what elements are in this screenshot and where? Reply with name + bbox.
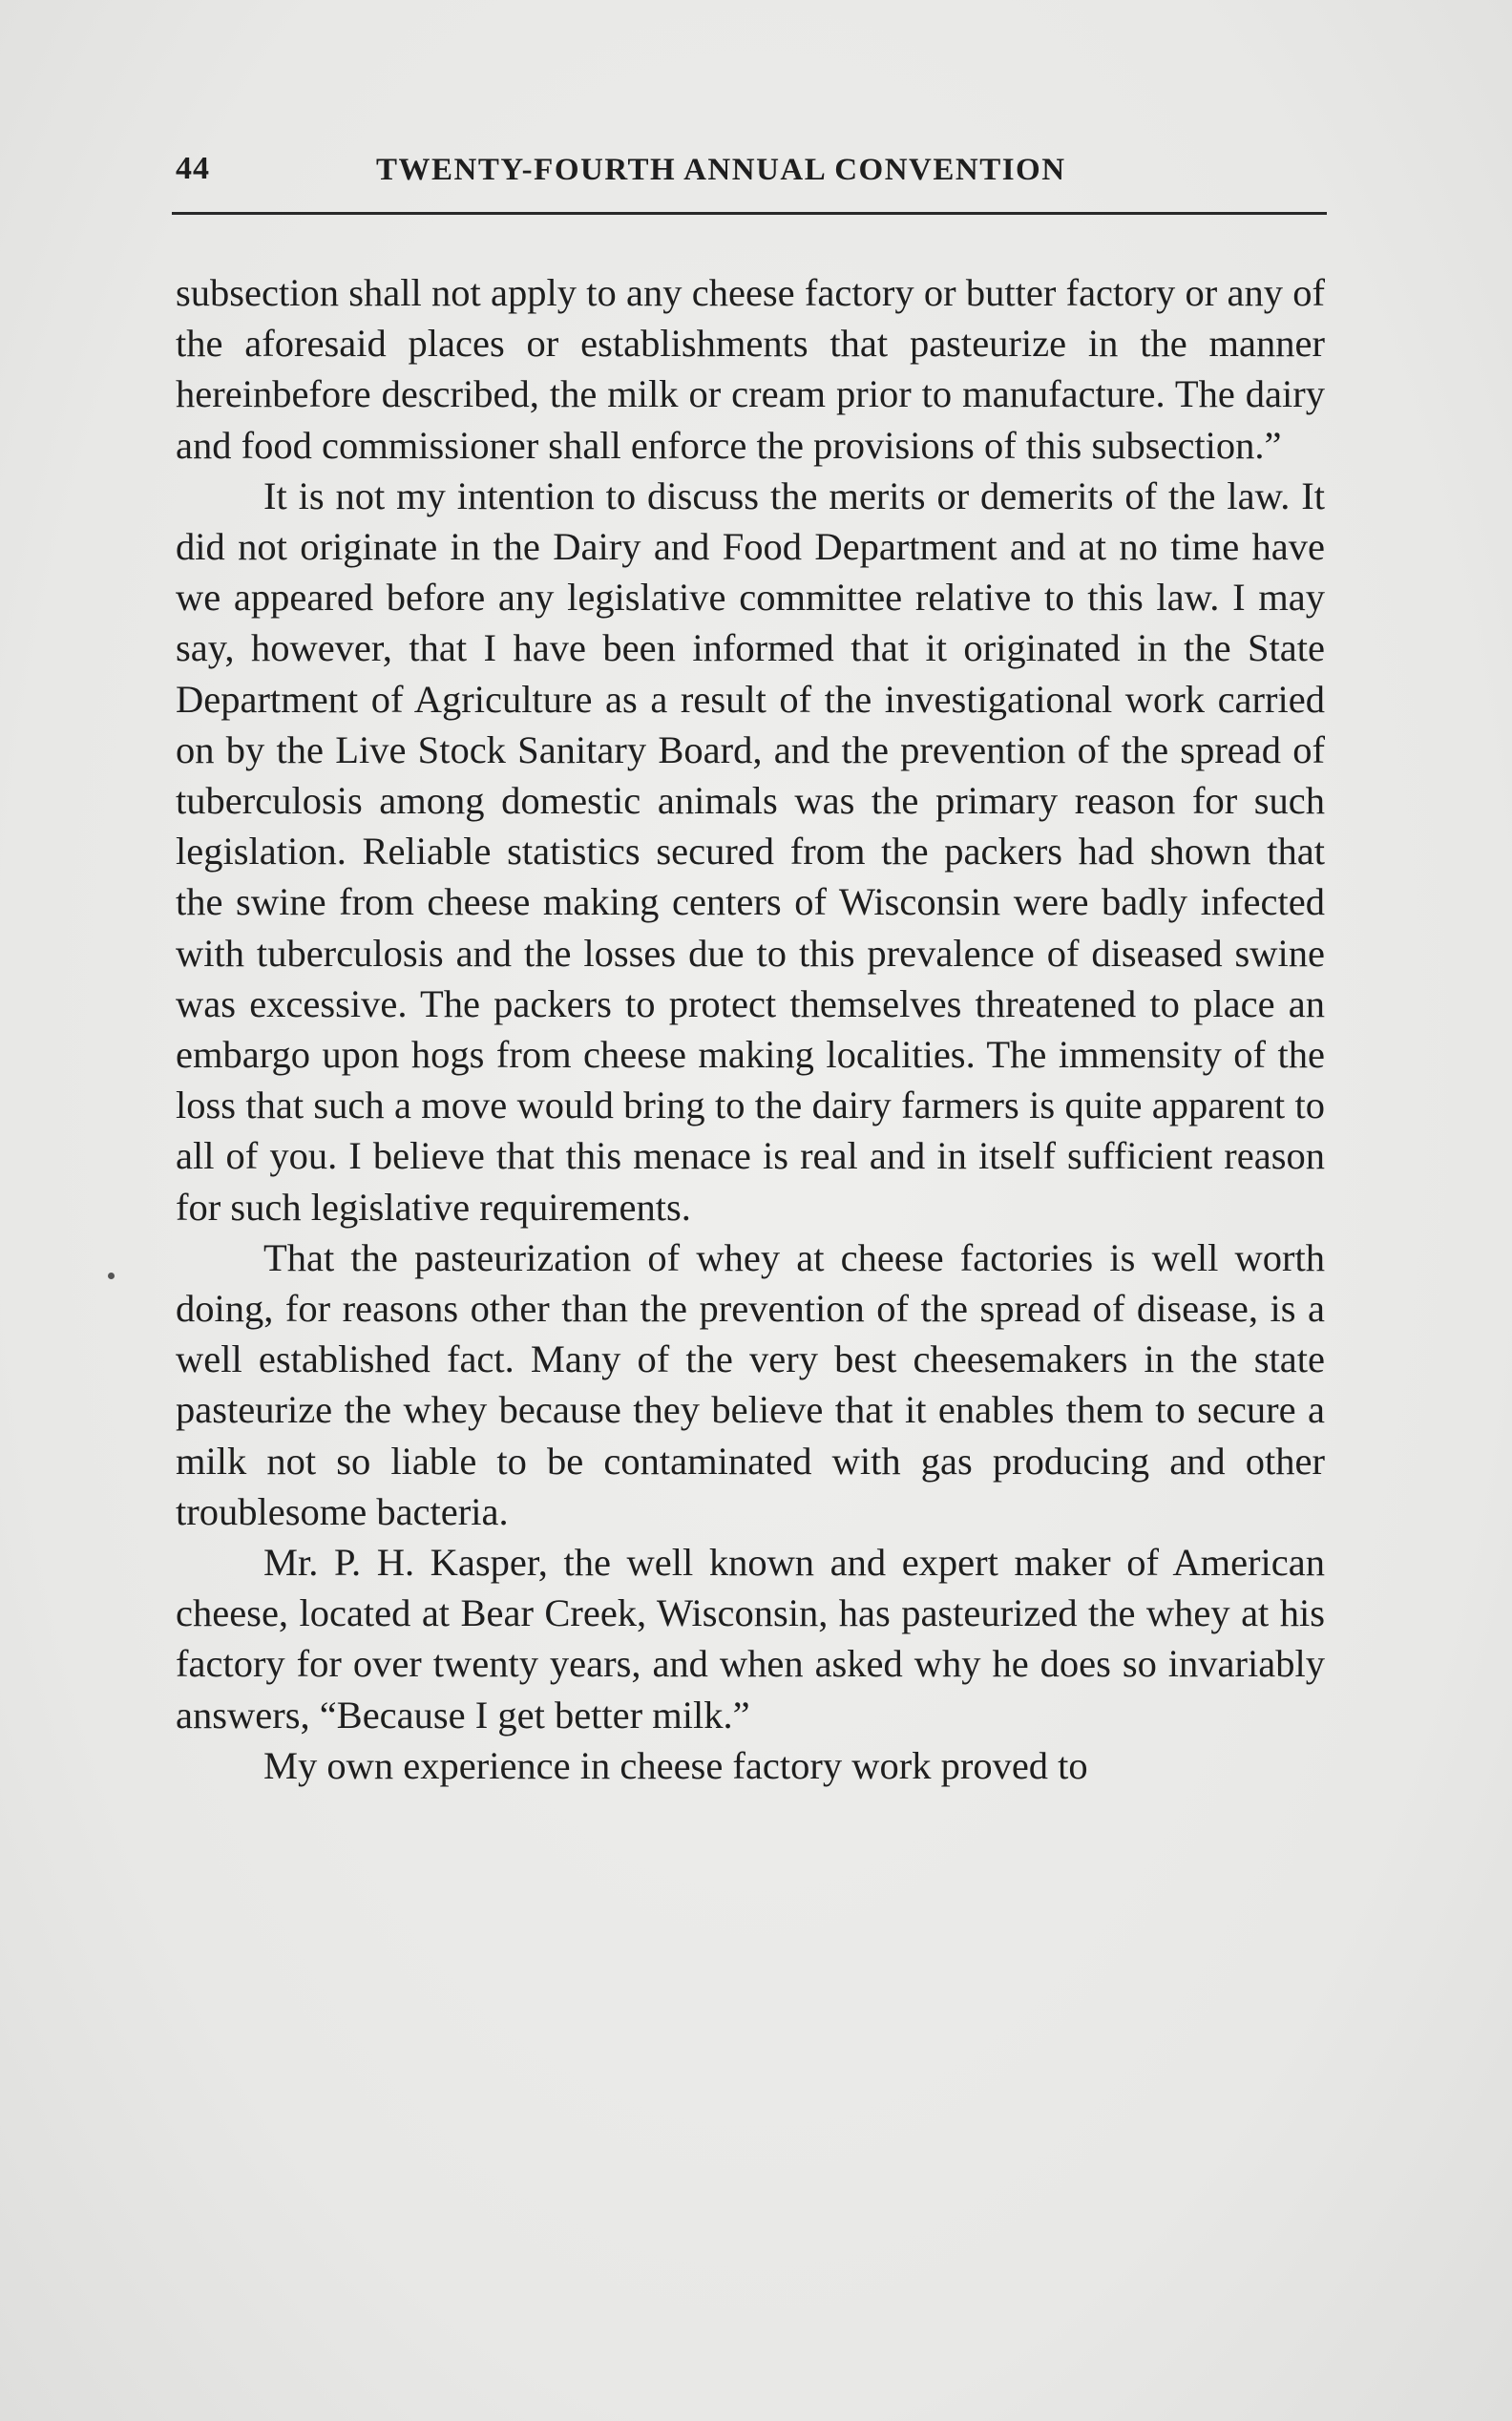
paragraph: It is not my intention to discuss the merits or demerits of the law. It did not originate in the Dairy and Food Department and at no time have we appeared before any legislative committee relative to this law. I may say, however, that I have been informed that it originated in the State Department of Agriculture as a result of the investigational work carried on by the Live Stock Sanitary Board, and the prevention of the spread of tuberculosis among domestic animals was the primary reason for such legislation. Reliable statistics secured from the packers had shown that the swine from cheese making centers of Wisconsin were badly infected with tuberculosis and the losses due to this prevalence of diseased swine was excessive. The packers to protect themselves threatened to place an embargo upon hogs from cheese making localities. The immensity of the loss that such a move would bring to the dairy farmers is quite apparent to all of you. I believe that this menace is real and in itself sufficient reason for such legislative requirements. (176, 474, 1325, 1229)
paragraph: subsection shall not apply to any cheese factory or butter factory or any of the aforesaid places or establishments that pasteurize in the manner hereinbefore described, the milk or cream prior to manufacture. The dairy and food commissioner shall enforce the provisions of this subsection.” (176, 271, 1325, 467)
paragraph: That the pasteurization of whey at cheese factories is well worth doing, for reasons other than the prevention of the spread of disease, is a well established fact. Many of the very best cheesemakers in the state pasteurize the whey because they believe that it enables them to secure a milk not so liable to be contaminated with gas producing and other troublesome bacteria. (176, 1235, 1325, 1533)
body-text (176, 267, 1325, 1791)
paragraph: My own experience in cheese factory work proved to (263, 1743, 1088, 1787)
header-rule (172, 212, 1327, 215)
page-header (172, 151, 1327, 199)
running-head: TWENTY-FOURTH ANNUAL CONVENTION (376, 153, 1066, 187)
page-number: 44 (176, 151, 210, 186)
margin-mark (108, 1273, 115, 1279)
paragraph: Mr. P. H. Kasper, the well known and expert maker of American cheese, located at Bear Creek, Wisconsin, has pasteurized the whey at his factory for over twenty years, and when asked why he does so invariably answers, “Because I get better milk.” (176, 1541, 1325, 1737)
